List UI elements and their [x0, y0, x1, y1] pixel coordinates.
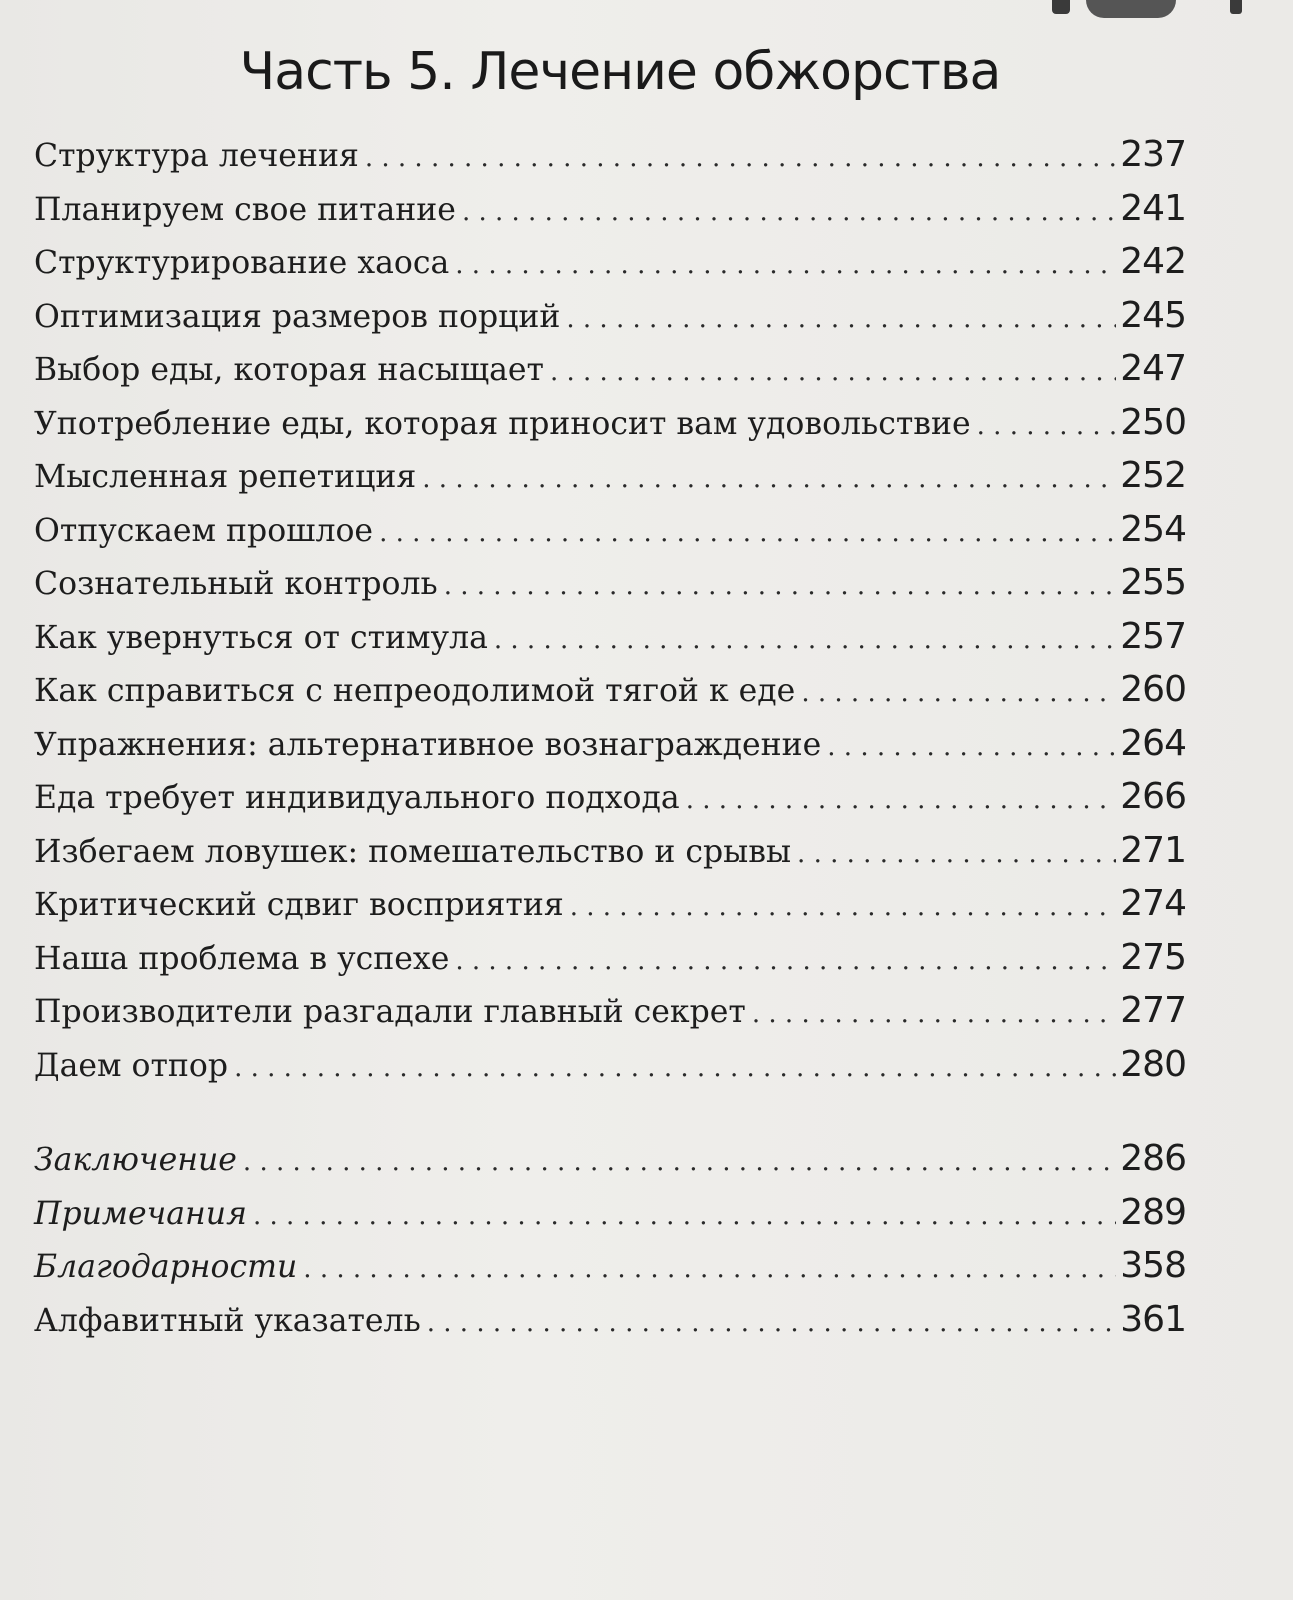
- toc-entry-title: Еда требует индивидуального подхода: [34, 780, 680, 816]
- toc-entry: [34, 776, 1186, 830]
- toc-entry-title: Критический сдвиг восприятия: [34, 887, 564, 923]
- toc-entry-title: Алфавитный указатель: [34, 1302, 421, 1339]
- toc-entry-page-number: 255: [1120, 562, 1186, 603]
- toc-entry: [34, 455, 1186, 509]
- toc-entry-title: Отпускаем прошлое: [34, 512, 374, 549]
- toc-entry-page-number: 260: [1120, 669, 1186, 710]
- toc-entry-title: Упражнения: альтернативное вознаграждение: [34, 726, 822, 763]
- toc-entry-title: Заключение: [34, 1142, 237, 1178]
- toc-entry-page-number: 242: [1120, 241, 1186, 282]
- page-top-mark: [1086, 0, 1176, 18]
- toc-entry: [34, 883, 1186, 937]
- toc-entry-page-number: 275: [1120, 936, 1186, 978]
- toc-entry: [34, 669, 1186, 723]
- toc-leader-dots: [570, 892, 1116, 922]
- toc-entry-page-number: 257: [1120, 615, 1186, 657]
- toc-entry-title: Употребление еды, которая приносит вам удовольствие: [34, 405, 971, 442]
- toc-entry: [34, 402, 1186, 456]
- toc-entry-page-number: 264: [1120, 722, 1186, 764]
- toc-entry: [34, 188, 1186, 242]
- toc-back-matter: [34, 1138, 1186, 1352]
- toc-leader-dots: [566, 304, 1116, 334]
- toc-leader-dots: [462, 197, 1116, 227]
- toc-entry: [34, 348, 1186, 402]
- toc-entry: [34, 723, 1186, 777]
- toc-entry-page-number: 254: [1120, 508, 1186, 550]
- part-title: Часть 5. Лечение обжорства: [239, 42, 1001, 102]
- toc-leader-dots: [801, 678, 1116, 708]
- toc-leader-dots: [422, 464, 1116, 494]
- toc-entry-title: Оптимизация размеров порций: [34, 298, 561, 335]
- toc-entry-title: Производители разгадали главный секрет: [34, 994, 746, 1030]
- toc-leader-dots: [379, 518, 1116, 548]
- toc-entry: [34, 1138, 1186, 1192]
- toc-entry-page-number: 247: [1120, 348, 1186, 389]
- toc-entry-title: Мысленная репетиция: [34, 459, 417, 495]
- toc-leader-dots: [752, 999, 1116, 1029]
- toc-entry-page-number: 252: [1120, 455, 1186, 496]
- toc-entry: [34, 509, 1186, 563]
- toc-entry-title: Благодарности: [34, 1249, 298, 1285]
- toc-entry-title: Структура лечения: [34, 138, 359, 174]
- toc-entry-page-number: 280: [1120, 1043, 1186, 1085]
- toc-entry: [34, 1299, 1186, 1353]
- toc-leader-dots: [234, 1053, 1116, 1083]
- toc-entry: [34, 937, 1186, 991]
- toc-list: [34, 134, 1186, 1097]
- toc-entry-page-number: 250: [1120, 401, 1186, 443]
- toc-leader-dots: [303, 1254, 1116, 1284]
- toc-leader-dots: [455, 250, 1116, 280]
- toc-entry: [34, 1245, 1186, 1299]
- toc-entry: [34, 134, 1186, 188]
- toc-entry-page-number: 241: [1120, 187, 1186, 229]
- page-top-mark: [1052, 0, 1070, 14]
- page-top-mark: [1230, 0, 1242, 14]
- toc-entry: [34, 990, 1186, 1044]
- toc-entry-page-number: 237: [1120, 134, 1186, 175]
- toc-entry-page-number: 274: [1120, 883, 1186, 924]
- toc-entry: [34, 616, 1186, 670]
- toc-entry-title: Выбор еды, которая насыщает: [34, 352, 544, 388]
- toc-entry-title: Примечания: [34, 1195, 247, 1232]
- toc-entry-page-number: 358: [1120, 1245, 1186, 1286]
- toc-leader-dots: [686, 785, 1116, 815]
- toc-entry: [34, 562, 1186, 616]
- toc-entry: [34, 1192, 1186, 1246]
- toc-leader-dots: [427, 1308, 1116, 1338]
- toc-entry: [34, 241, 1186, 295]
- toc-leader-dots: [455, 946, 1116, 976]
- toc-entry-title: Как справиться с непреодолимой тягой к еде: [34, 673, 796, 709]
- toc-entry-title: Планируем свое питание: [34, 191, 456, 228]
- toc-entry-page-number: 286: [1120, 1138, 1186, 1179]
- toc-entry-title: Даем отпор: [34, 1047, 229, 1084]
- toc-entry: [34, 295, 1186, 349]
- toc-leader-dots: [827, 732, 1116, 762]
- toc-leader-dots: [365, 143, 1116, 173]
- toc-leader-dots: [977, 411, 1116, 441]
- toc-leader-dots: [253, 1201, 1116, 1231]
- toc-entry-page-number: 289: [1120, 1191, 1186, 1233]
- toc-entry-page-number: 361: [1120, 1298, 1186, 1340]
- toc-entry: [34, 1044, 1186, 1098]
- toc-leader-dots: [494, 625, 1116, 655]
- toc-entry-title: Наша проблема в успехе: [34, 940, 450, 977]
- toc-entry-title: Структурирование хаоса: [34, 245, 450, 281]
- toc-entry-title: Сознательный контроль: [34, 566, 438, 602]
- toc-leader-dots: [797, 839, 1116, 869]
- toc-entry-title: Избегаем ловушек: помешательство и срывы: [34, 833, 792, 870]
- toc-entry-title: Как увернуться от стимула: [34, 619, 488, 656]
- toc-entry-page-number: 271: [1120, 829, 1186, 871]
- toc-leader-dots: [444, 571, 1116, 601]
- toc-entry-page-number: 266: [1120, 776, 1186, 817]
- toc-entry-page-number: 245: [1120, 294, 1186, 336]
- toc-entry: [34, 830, 1186, 884]
- toc-entry-page-number: 277: [1120, 990, 1186, 1031]
- toc-leader-dots: [243, 1147, 1116, 1177]
- toc-leader-dots: [550, 357, 1116, 387]
